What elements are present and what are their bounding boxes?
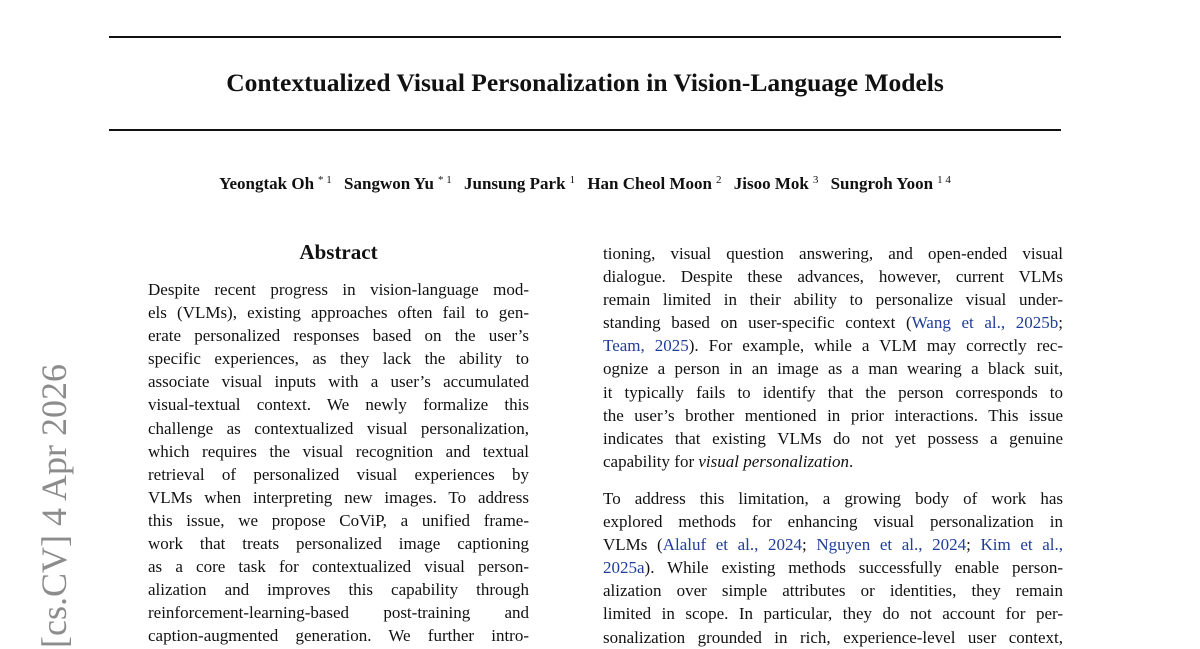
- abstract-heading: Abstract: [299, 240, 378, 264]
- text-line: indicates that existing VLMs do not yet possess a genuine: [603, 428, 1063, 448]
- text-line: limited in scope. In particular, they do not account for per-: [603, 604, 1063, 624]
- citation-link[interactable]: Team, 2025: [603, 336, 689, 356]
- text-line: it typically fails to identify that the person corresponds to: [603, 382, 1063, 402]
- abstract-line: retrieval of personalized visual experiences by: [148, 464, 529, 484]
- citation-link[interactable]: Alaluf et al., 2024: [662, 535, 803, 555]
- abstract-line: caption-augmented generation. We further intro-: [148, 626, 529, 646]
- text-line: remain limited in their ability to personalize visual under-: [603, 290, 1063, 310]
- title-rule-top: [109, 36, 1061, 38]
- title-rule-bottom: [109, 129, 1061, 131]
- author: Sangwon Yu $^{* 1}$: [344, 174, 452, 193]
- author: Sungroh Yoon $^{1 4}$: [830, 174, 951, 193]
- abstract-line: this issue, we propose CoViP, a unified frame-: [148, 510, 529, 530]
- intro-paragraph-1: [603, 242, 1063, 473]
- abstract-line: specific experiences, as they lack the ability to: [148, 349, 529, 369]
- abstract-line: VLMs when interpreting new images. To address: [148, 487, 529, 507]
- citation-link[interactable]: 2025a: [603, 558, 645, 578]
- abstract-line: as a core task for contextualized visual person-: [148, 557, 529, 577]
- author: Jisoo Mok $^3$: [733, 174, 819, 193]
- author: Junsung Park $^1$: [463, 174, 576, 193]
- text-line: explored methods for enhancing visual personalization in: [603, 512, 1063, 532]
- text-line: sonalization grounded in rich, experience-level user context,: [603, 627, 1063, 647]
- abstract-line: challenge as contextualized visual personalization,: [148, 418, 529, 438]
- author-list: [0, 172, 1170, 196]
- abstract-line: alization and improves this capability through: [148, 580, 529, 600]
- emphasis: visual personalization: [698, 451, 850, 471]
- text-line: alization over simple attributes or identities, they remain: [603, 581, 1063, 601]
- citation-link[interactable]: Nguyen et al., 2024: [816, 535, 967, 555]
- text-line: dialogue. Despite these advances, however, current VLMs: [603, 267, 1063, 287]
- text-line: 2025a). While existing methods successfully enable person-: [603, 558, 1063, 578]
- abstract-line: associate visual inputs with a user’s accumulated: [148, 372, 529, 392]
- text-line: Team, 2025). For example, while a VLM may correctly rec-: [603, 336, 1063, 356]
- citation-link[interactable]: Wang et al., 2025b: [911, 313, 1059, 333]
- abstract-line: work that treats personalized image captioning: [148, 534, 529, 554]
- abstract-line: Despite recent progress in vision-language mod-: [148, 280, 529, 299]
- abstract-body: [148, 278, 529, 648]
- text-line: To address this limitation, a growing body of work has: [603, 489, 1063, 508]
- abstract-line: els (VLMs), existing approaches often fail to gen-: [148, 303, 529, 323]
- text-line: the user’s brother mentioned in prior interactions. This issue: [603, 405, 1063, 425]
- text-line: ognize a person in an image as a man wearing a black suit,: [603, 359, 1063, 379]
- paper-title: Contextualized Visual Personalization in Vision-Language Models: [226, 68, 944, 97]
- abstract-line: visual-textual context. We newly formalize this: [148, 395, 529, 415]
- abstract-line: which requires the visual recognition and textual: [148, 441, 529, 461]
- text-line: capability for visual personalization.: [603, 451, 854, 471]
- arxiv-stamp: [cs.CV] 4 Apr 2026: [34, 364, 74, 648]
- text-line: VLMs (Alaluf et al., 2024; Nguyen et al., 2024; Kim et al.,: [603, 535, 1063, 555]
- abstract-line: erate personalized responses based on the user’s: [148, 326, 529, 346]
- author: Yeongtak Oh $^{* 1}$: [219, 174, 332, 193]
- abstract-line: reinforcement-learning-based post-training and: [148, 603, 529, 623]
- citation-link[interactable]: Kim et al.,: [980, 535, 1063, 555]
- author: Han Cheol Moon $^2$: [587, 174, 722, 193]
- text-line: tioning, visual question answering, and open-ended visual: [603, 244, 1063, 263]
- text-line: standing based on user-specific context (Wang et al., 2025b;: [603, 313, 1063, 333]
- intro-paragraph-2: [603, 487, 1063, 649]
